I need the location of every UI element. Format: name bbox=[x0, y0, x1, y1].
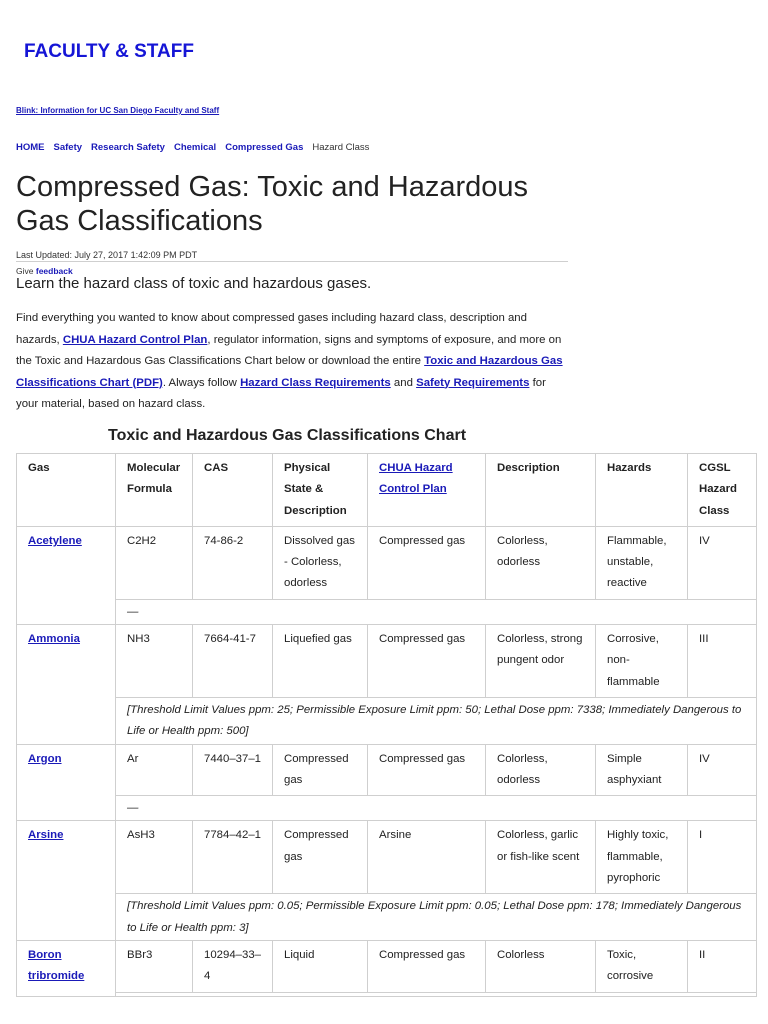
table-note-row bbox=[17, 599, 757, 624]
table-row bbox=[17, 940, 757, 992]
table-row bbox=[17, 821, 757, 894]
gas-link[interactable]: Argon bbox=[28, 752, 62, 765]
cell-formula: AsH3 bbox=[116, 821, 193, 894]
gas-link[interactable]: Boron tribromide bbox=[28, 948, 85, 983]
breadcrumb-chemical[interactable]: Chemical bbox=[173, 142, 217, 153]
table-header-row bbox=[17, 454, 757, 527]
hazard-class-requirements-link[interactable]: Hazard Class Requirements bbox=[240, 376, 391, 389]
chart-pdf-link[interactable]: Toxic and Hazardous Gas Classifications Chart (PDF) bbox=[16, 355, 563, 389]
cell-note bbox=[116, 992, 757, 996]
cell-state: Liquid bbox=[273, 940, 368, 992]
header-description: Description bbox=[486, 454, 596, 527]
cell-class: IV bbox=[688, 526, 757, 599]
cell-description: Colorless, strong pungent odor bbox=[486, 625, 596, 698]
breadcrumb bbox=[16, 142, 369, 153]
cell-chua: Arsine bbox=[368, 821, 486, 894]
table-row bbox=[17, 526, 757, 599]
header-hazards: Hazards bbox=[596, 454, 688, 527]
cell-cas: 7784–42–1 bbox=[193, 821, 273, 894]
header-cas: CAS bbox=[193, 454, 273, 527]
cell-chua: Compressed gas bbox=[368, 744, 486, 796]
chart-title: Toxic and Hazardous Gas Classifications Chart bbox=[108, 427, 467, 444]
breadcrumb-current: Hazard Class bbox=[312, 142, 370, 153]
cell-description: Colorless, odorless bbox=[486, 744, 596, 796]
intro-text-3: . Always follow bbox=[162, 376, 241, 389]
cell-state: Compressed gas bbox=[273, 821, 368, 894]
cell-cas: 10294–33–4 bbox=[193, 940, 273, 992]
cell-hazards: Corrosive, non-flammable bbox=[596, 625, 688, 698]
divider bbox=[16, 261, 568, 262]
cell-description: Colorless, odorless bbox=[486, 526, 596, 599]
cell-formula: C2H2 bbox=[116, 526, 193, 599]
table-row bbox=[17, 625, 757, 698]
cell-hazards: Simple asphyxiant bbox=[596, 744, 688, 796]
table-note-row bbox=[17, 697, 757, 744]
cell-chua: Compressed gas bbox=[368, 625, 486, 698]
cell-note: — bbox=[116, 796, 757, 821]
cell-class: II bbox=[688, 940, 757, 992]
cell-note: [Threshold Limit Values ppm: 25; Permissible Exposure Limit ppm: 50; Lethal Dose ppm: 7338; Immediately Dangerous to Life or Health ppm: 500] bbox=[116, 697, 757, 744]
gas-classification-table bbox=[16, 453, 757, 997]
cell-gas bbox=[17, 744, 116, 821]
cell-hazards: Highly toxic, flammable, pyrophoric bbox=[596, 821, 688, 894]
cell-description: Colorless bbox=[486, 940, 596, 992]
last-updated: Last Updated: July 27, 2017 1:42:09 PM PDT bbox=[16, 250, 198, 260]
header-chua-link[interactable]: CHUA Hazard Control Plan bbox=[379, 462, 453, 496]
intro-text-2: , regulator information, signs and symptoms of exposure, and more on the Toxic and Hazardous Gas Classifications Chart below or download the entire bbox=[16, 333, 562, 367]
lead-text: Learn the hazard class of toxic and hazardous gases. bbox=[16, 275, 372, 292]
table-row bbox=[17, 744, 757, 796]
cell-cas: 7664-41-7 bbox=[193, 625, 273, 698]
cell-note: [Threshold Limit Values ppm: 0.05; Permissible Exposure Limit ppm: 0.05; Lethal Dose ppm: 178; Immediately Dangerous to Life or Health ppm: 3] bbox=[116, 894, 757, 941]
breadcrumb-compressed-gas[interactable]: Compressed Gas bbox=[225, 142, 304, 153]
cell-formula: NH3 bbox=[116, 625, 193, 698]
cell-cas: 74-86-2 bbox=[193, 526, 273, 599]
cell-class: IV bbox=[688, 744, 757, 796]
cell-class: III bbox=[688, 625, 757, 698]
page-title: Compressed Gas: Toxic and Hazardous Gas Classifications bbox=[16, 171, 529, 237]
intro-text-4: and bbox=[390, 376, 417, 389]
intro-text-1: Find everything you wanted to know about compressed gases including hazard class, description and hazards, bbox=[16, 312, 527, 346]
gas-link[interactable]: Ammonia bbox=[28, 633, 80, 646]
breadcrumb-research-safety[interactable]: Research Safety bbox=[91, 142, 165, 153]
cell-cas: 7440–37–1 bbox=[193, 744, 273, 796]
chua-hazard-control-plan-link[interactable]: CHUA Hazard Control Plan bbox=[62, 333, 208, 346]
safety-requirements-link[interactable]: Safety Requirements bbox=[416, 376, 530, 389]
table-note-row bbox=[17, 796, 757, 821]
gas-link[interactable]: Arsine bbox=[28, 829, 64, 842]
header-class: CGSL Hazard Class bbox=[688, 454, 757, 527]
cell-chua: Compressed gas bbox=[368, 526, 486, 599]
table-note-row bbox=[17, 894, 757, 941]
cell-gas bbox=[17, 625, 116, 744]
cell-state: Dissolved gas - Colorless, odorless bbox=[273, 526, 368, 599]
intro-text-5: for your material, based on hazard class. bbox=[16, 376, 546, 410]
cell-note: — bbox=[116, 599, 757, 624]
cell-class: I bbox=[688, 821, 757, 894]
header-chua bbox=[368, 454, 486, 527]
header-formula: Molecular Formula bbox=[116, 454, 193, 527]
cell-state: Liquefied gas bbox=[273, 625, 368, 698]
blink-home-link[interactable]: Blink: Information for UC San Diego Faculty and Staff bbox=[16, 106, 220, 115]
header-gas: Gas bbox=[17, 454, 116, 527]
site-title-link[interactable]: FACULTY & STAFF bbox=[24, 41, 194, 62]
cell-gas bbox=[17, 821, 116, 940]
cell-hazards: Flammable, unstable, reactive bbox=[596, 526, 688, 599]
cell-description: Colorless, garlic or fish-like scent bbox=[486, 821, 596, 894]
breadcrumb-home[interactable]: HOME bbox=[16, 142, 45, 153]
gas-link[interactable]: Acetylene bbox=[28, 534, 82, 547]
cell-state: Compressed gas bbox=[273, 744, 368, 796]
breadcrumb-safety[interactable]: Safety bbox=[53, 142, 83, 153]
table-note-row bbox=[17, 992, 757, 996]
feedback-link[interactable]: feedback bbox=[35, 266, 73, 276]
cell-formula: BBr3 bbox=[116, 940, 193, 992]
cell-gas bbox=[17, 940, 116, 996]
header-physical-state: Physical State & Description bbox=[273, 454, 368, 527]
cell-gas bbox=[17, 526, 116, 624]
cell-hazards: Toxic, corrosive bbox=[596, 940, 688, 992]
feedback-prefix: Give bbox=[16, 266, 34, 276]
intro-paragraph bbox=[16, 308, 568, 416]
cell-formula: Ar bbox=[116, 744, 193, 796]
cell-chua: Compressed gas bbox=[368, 940, 486, 992]
